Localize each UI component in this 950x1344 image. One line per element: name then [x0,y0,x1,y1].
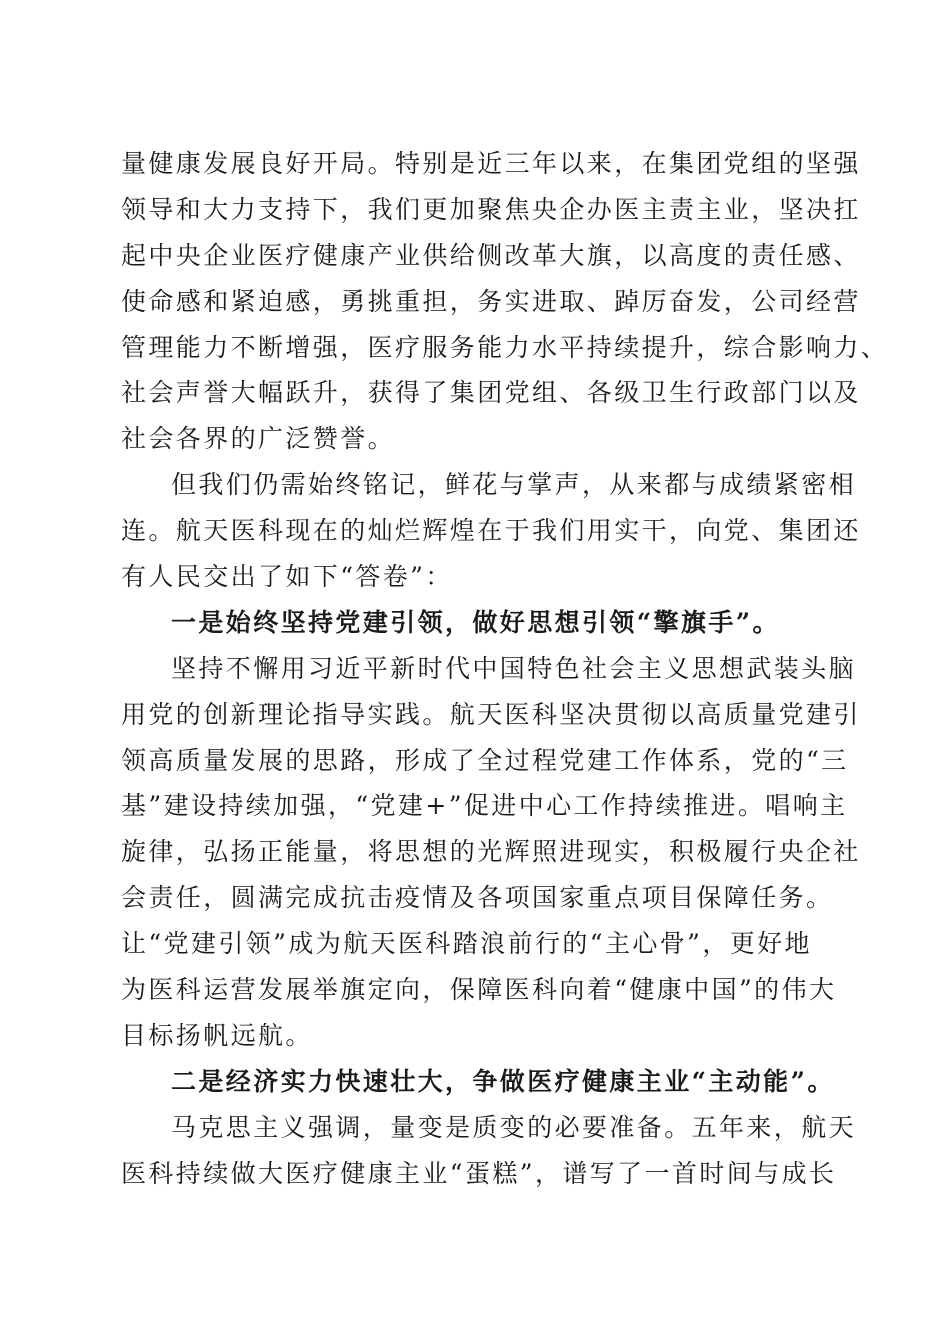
text-line: 会责任，圆满完成抗击疫情及各项国家重点项目保障任务。 [121,883,834,913]
paragraph-start-line: 马克思主义强调，量变是质变的必要准备。五年来，航天 [171,1112,857,1142]
text-line: 使命感和紧迫感，勇挑重担，务实进取、踔厉奋发，公司经营 [121,286,861,316]
text-line: 为医科运营发展举旗定向，保障医科向着“健康中国”的伟大 [121,975,837,1005]
text-line: 用党的创新理论指导实践。航天医科坚决贯彻以高质量党建引 [121,699,861,729]
text-line: 领高质量发展的思路，形成了全过程党建工作体系，党的“三 [121,745,849,775]
text-line: 量健康发展良好开局。特别是近三年以来，在集团党组的坚强 [121,149,861,178]
text-line: 社会各界的广泛赞誉。 [121,424,396,454]
paragraph-start-line: 但我们仍需始终铭记，鲜花与掌声，从来都与成绩紧密相 [171,470,857,500]
paragraph-start-line: 坚持不懈用习近平新时代中国特色社会主义思想武装头脑 [171,653,857,683]
text-line: 让“党建引领”成为航天医科踏浪前行的“主心骨”，更好地 [121,929,812,959]
text-line: 连。航天医科现在的灿烂辉煌在于我们用实干，向党、集团还 [121,516,861,546]
text-line: 目标扬帆远航。 [121,1020,313,1050]
text-line: 基”建设持续加强，“党建+”促进中心工作持续推进。唱响主 [121,791,848,821]
text-line: 领导和大力支持下，我们更加聚焦央企办医主责主业，坚决扛 [121,194,861,224]
text-line: 起中央企业医疗健康产业供给侧改革大旗，以高度的责任感、 [121,240,861,270]
text-line: 旋律，弘扬正能量，将思想的光辉照进现实，积极履行央企社 [121,837,861,867]
text-line: 有人民交出了如下“答卷”： [121,562,453,592]
section-heading-2: 二是经济实力快速壮大，争做医疗健康主业“主动能”。 [171,1066,835,1096]
text-line: 管理能力不断增强，医疗服务能力水平持续提升，综合影响力、 [121,332,889,362]
text-line: 社会声誉大幅跃升，获得了集团党组、各级卫生行政部门以及 [121,378,861,408]
document-body [121,141,889,1196]
text-line: 医科持续做大医疗健康主业“蛋糕”，谱写了一首时间与成长 [121,1158,837,1188]
section-heading-1: 一是始终坚持党建引领，做好思想引领“擎旗手”。 [171,607,780,637]
